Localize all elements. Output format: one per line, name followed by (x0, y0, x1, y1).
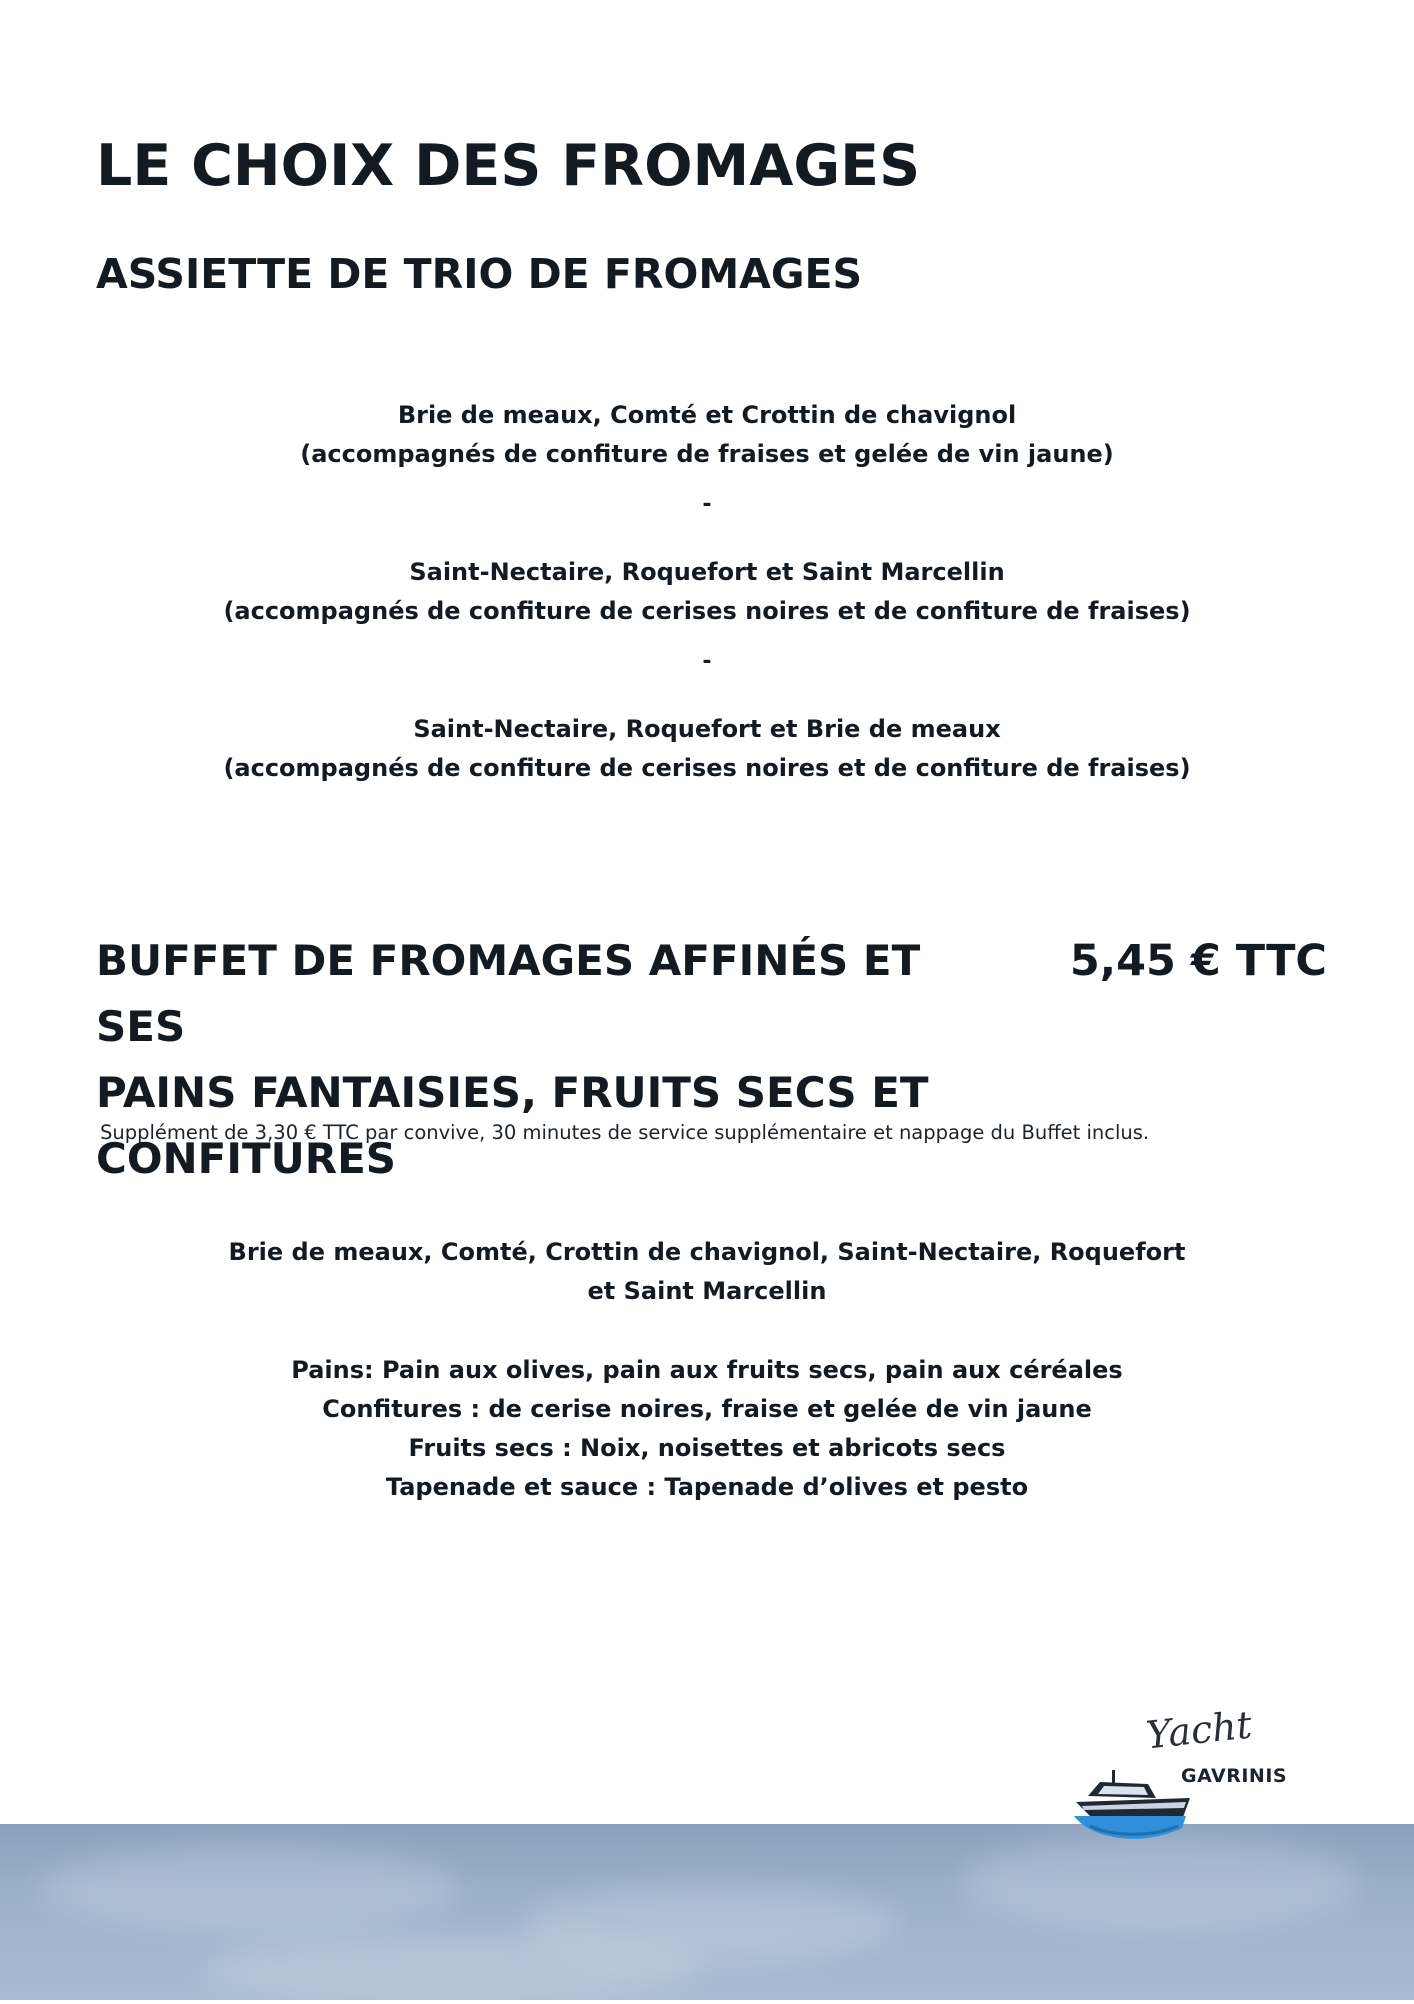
buffet-detail-line: Confitures : de cerise noires, fraise et gelée de vin jaune (322, 1395, 1092, 1423)
logo-script-text: Yacht (1143, 1702, 1254, 1758)
buffet-title-line: BUFFET DE FROMAGES AFFINÉS ET SES (96, 936, 921, 1051)
trio-option-cheeses: Brie de meaux, Comté et Crottin de chavignol (397, 401, 1017, 429)
buffet-title-line: PAINS FANTAISIES, FRUITS SECS ET (96, 1068, 929, 1117)
buffet-details (0, 1351, 1414, 1507)
trio-option-1 (0, 396, 1414, 474)
buffet-cheeses (0, 1233, 1414, 1311)
buffet-price: 5,45 € TTC (1069, 936, 1327, 986)
buffet-detail-line: Tapenade et sauce : Tapenade d’olives et pesto (385, 1473, 1029, 1501)
buffet-supplement-note: Supplément de 3,30 € TTC par convive, 30 minutes de service supplémentaire et nappage du Buffet inclus. (100, 1121, 1150, 1144)
trio-separator: - (702, 649, 712, 674)
buffet-detail-line: Fruits secs : Noix, noisettes et abricots secs (408, 1434, 1006, 1462)
trio-section-title: ASSIETTE DE TRIO DE FROMAGES (96, 250, 863, 298)
logo-word-text: GAVRINIS (1181, 1765, 1288, 1787)
buffet-title-line: CONFITURES (96, 1134, 397, 1183)
trio-option-cheeses: Saint-Nectaire, Roquefort et Saint Marcellin (409, 558, 1005, 586)
buffet-section-title (96, 928, 956, 1192)
page-title: LE CHOIX DES FROMAGES (96, 133, 921, 199)
buffet-detail-line: Pains: Pain aux olives, pain aux fruits secs, pain aux céréales (291, 1356, 1123, 1384)
buffet-cheeses-line: Brie de meaux, Comté, Crottin de chavignol, Saint-Nectaire, Roquefort (228, 1238, 1186, 1266)
trio-option-3 (0, 710, 1414, 788)
trio-option-accompaniment: (accompagnés de confiture de cerises noires et de confiture de fraises) (223, 754, 1191, 782)
buffet-cheeses-line: et Saint Marcellin (587, 1277, 827, 1305)
boat-icon (1070, 1768, 1200, 1863)
trio-option-cheeses: Saint-Nectaire, Roquefort et Brie de meaux (413, 715, 1001, 743)
trio-option-accompaniment: (accompagnés de confiture de cerises noires et de confiture de fraises) (223, 597, 1191, 625)
trio-option-accompaniment: (accompagnés de confiture de fraises et gelée de vin jaune) (300, 440, 1114, 468)
trio-separator: - (702, 492, 712, 517)
trio-option-2 (0, 553, 1414, 631)
yacht-gavrinis-logo (1070, 1702, 1290, 1858)
